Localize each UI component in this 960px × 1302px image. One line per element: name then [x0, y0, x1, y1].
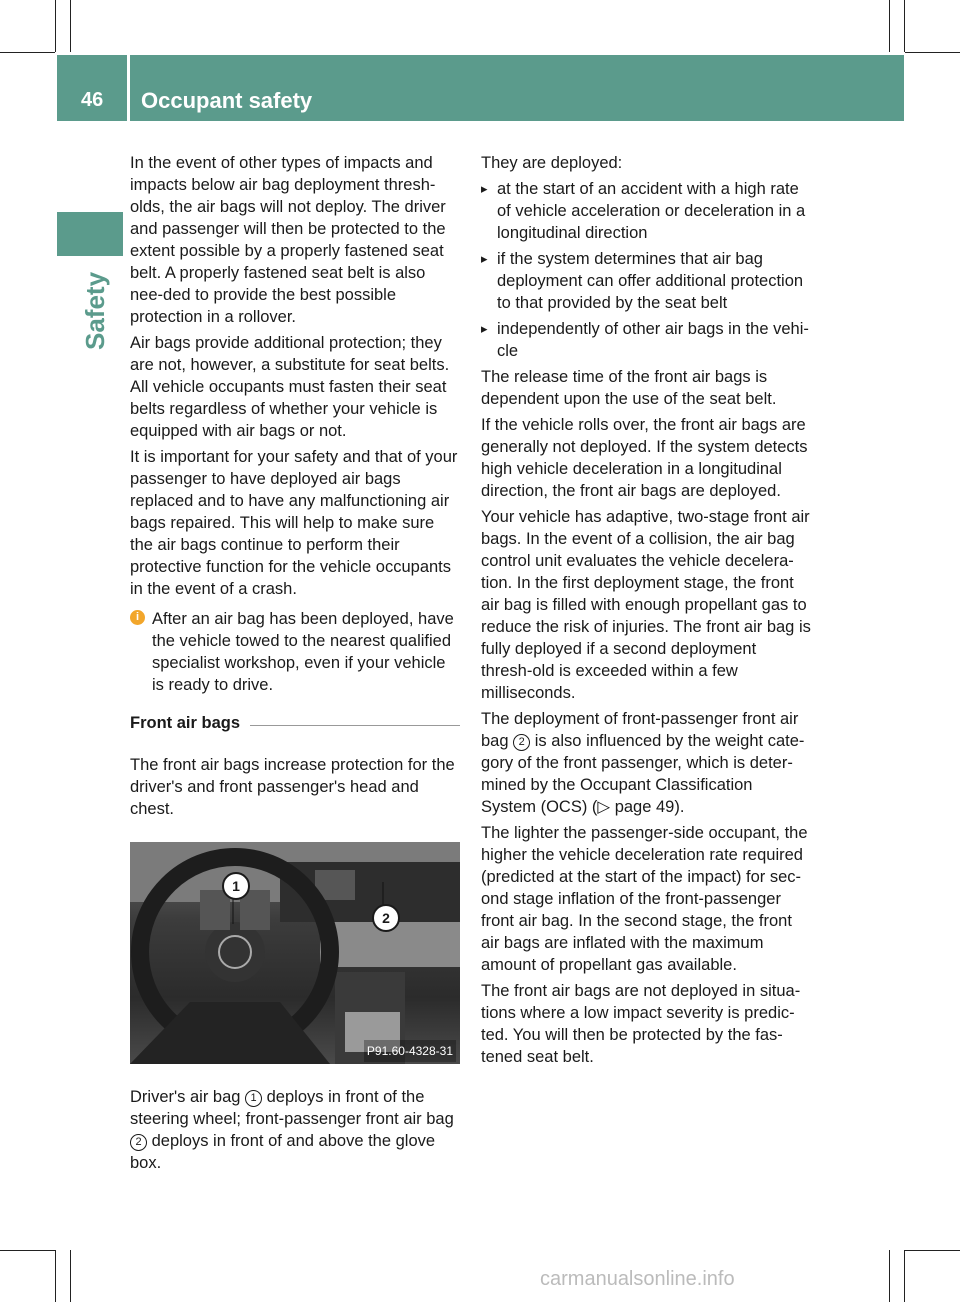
- paragraph: In the event of other types of impacts and impacts below air bag deployment thresh-olds, the air bags will not deploy. The driver and passenger will then be protected to the extent possible by a properly fastened seat belt. A properly fastened seat belt is also nee-ded to provide the best possible protection in a rollover.: [130, 154, 446, 326]
- crop-mark: [55, 1250, 56, 1302]
- text-part: is also influenced by the weight cate-gory of the front passenger, which is deter-mined by the Occupant Classification System (OCS) (: [481, 732, 805, 816]
- caption-part: deploys in front of the steering wheel; front-passenger front air bag: [130, 1088, 454, 1128]
- page-header: [57, 55, 904, 121]
- paragraph: It is important for your safety and that of your passenger to have deployed air bags replaced and to have any malfunctioning air bags repaired. This will help to make sure the air bags continue to perform their protective function for the vehicle occupants in the event of a crash.: [130, 448, 458, 598]
- paragraph: The release time of the front air bags is dependent upon the use of the seat belt.: [481, 368, 777, 408]
- section-heading: [130, 712, 460, 740]
- bullet-item: ▸ independently of other air bags in the vehi-cle: [481, 318, 812, 362]
- heading-text: Front air bags: [130, 714, 241, 732]
- paragraph: The front air bags are not deployed in situa-tions where a low impact severity is predic-ted. You will then be protected by the fas-tened seat belt.: [481, 982, 801, 1066]
- image-code: P91.60-4328-31: [364, 1040, 456, 1062]
- callout-ref-1: 1: [245, 1090, 262, 1107]
- callout-1: 1: [222, 872, 250, 900]
- caption-part: Driver's air bag: [130, 1088, 241, 1106]
- crop-mark: [0, 52, 55, 53]
- paragraph: The lighter the passenger-side occupant, the higher the vehicle deceleration rate required (predicted at the start of the impact) for sec-ond stage inflation of the front-passenger front air bag. In the second stage, the front air bags are inflated with the maximum amount of propellant gas available.: [481, 824, 808, 974]
- caption-part: deploys in front of and above the glove box.: [130, 1132, 436, 1172]
- paragraph: The front air bags increase protection for the driver's and front passenger's head and chest.: [130, 756, 455, 818]
- crop-mark: [905, 1250, 960, 1251]
- section-tab: [57, 212, 123, 256]
- callout-ref-2: 2: [130, 1134, 147, 1151]
- info-note: [130, 608, 460, 696]
- crop-mark: [70, 1250, 71, 1302]
- crop-mark: [904, 0, 905, 52]
- paragraph: [481, 708, 812, 818]
- crop-mark: [904, 1250, 905, 1302]
- callout-ref-2: 2: [513, 734, 530, 751]
- crop-mark: [70, 0, 71, 52]
- paragraph: They are deployed:: [481, 154, 623, 172]
- header-separator: [127, 55, 130, 121]
- page-reference[interactable]: page 49).: [614, 798, 685, 816]
- bullet-item: ▸ if the system determines that air bag deployment can offer additional protection to that provided by the seat belt: [481, 248, 812, 314]
- callout-2: 2: [372, 904, 400, 932]
- info-icon: i: [130, 610, 145, 625]
- page-ref-arrow-icon: ▷: [597, 798, 615, 816]
- info-text: After an air bag has been deployed, have the vehicle towed to the nearest qualified specialist workshop, even if your vehicle is ready to drive.: [152, 610, 454, 694]
- page-title: Occupant safety: [141, 88, 313, 113]
- crop-mark: [0, 1250, 55, 1251]
- page-number: 46: [81, 89, 104, 111]
- caption: [130, 1086, 460, 1174]
- crop-mark: [889, 1250, 890, 1302]
- cockpit-photo: [130, 842, 460, 1064]
- section-label: Safety: [80, 271, 110, 350]
- paragraph: Air bags provide additional protection; they are not, however, a substitute for seat belts. All vehicle occupants must fasten their seat belts regardless of whether your vehicle is equipped with air bags or not.: [130, 334, 450, 440]
- watermark: carmanualsonline.info: [540, 1268, 735, 1290]
- paragraph: Your vehicle has adaptive, two-stage front air bags. In the event of a collision, the air bag control unit evaluates the vehicle decelera-tion. In the first deployment stage, the front air bag is filled with enough propellant gas to reduce the risk of injuries. The front air bag is fully deployed if a second deployment thresh-old is exceeded within a few milliseconds.: [481, 508, 811, 702]
- bullet-item: ▸ at the start of an accident with a high rate of vehicle acceleration or deceleration in a longitudinal direction: [481, 178, 812, 244]
- crop-mark: [889, 0, 890, 52]
- crop-mark: [905, 52, 960, 53]
- left-column: [130, 152, 460, 1178]
- text-part: The deployment of front-passenger front air bag: [481, 710, 799, 750]
- right-column: [481, 152, 812, 1072]
- paragraph: If the vehicle rolls over, the front air bags are generally not deployed. If the system detects high vehicle deceleration in a longitudinal direction, the front air bags are deployed.: [481, 416, 808, 500]
- cockpit-illustration: [130, 842, 460, 1064]
- heading-rule: [250, 725, 460, 726]
- crop-mark: [55, 0, 56, 52]
